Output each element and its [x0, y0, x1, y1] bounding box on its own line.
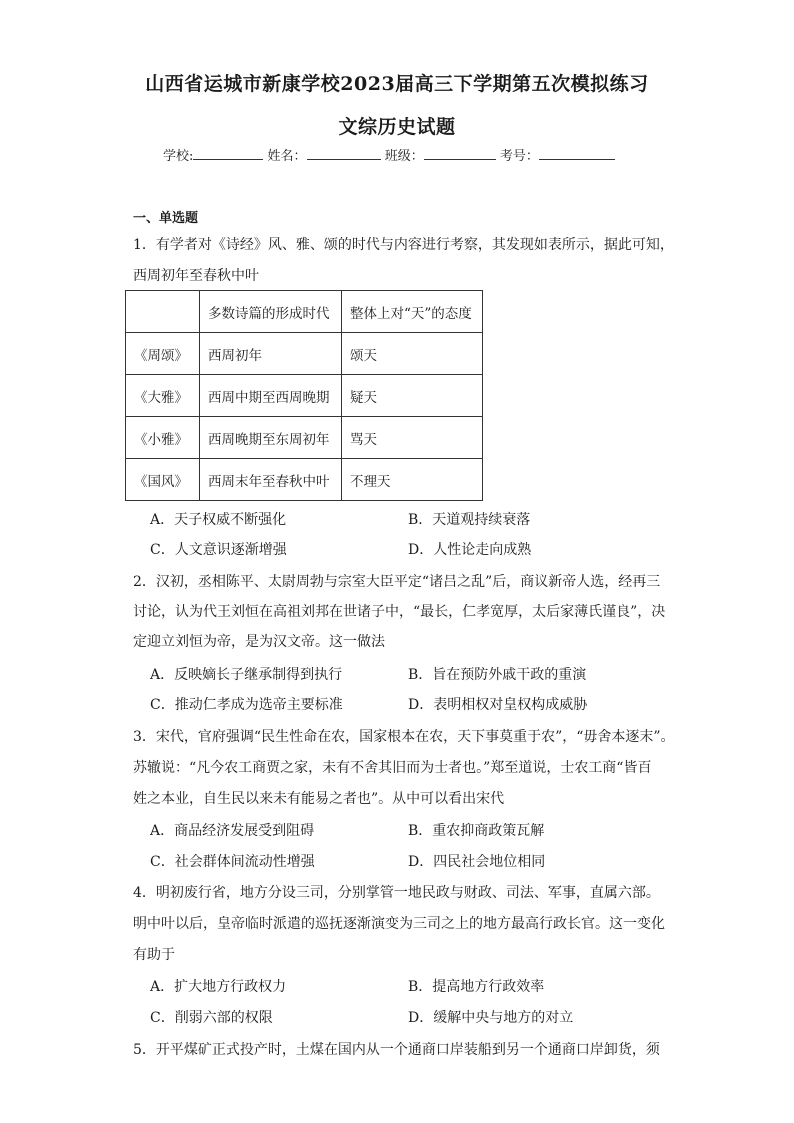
q1-option-b[interactable]: B．天道观持续衰落: [408, 512, 531, 528]
table-cell: 西周初年: [200, 333, 342, 375]
q1-line: 1．有学者对《诗经》风、雅、颂的时代与内容进行考察，其发现如表所示，据此可知，: [133, 237, 674, 253]
table-cell: [126, 291, 200, 333]
q3-option-d[interactable]: D．四民社会地位相同: [408, 854, 546, 870]
table-cell: 多数诗篇的形成时代: [200, 291, 342, 333]
exam-title-line1: 山西省运城市新康学校2023届高三下学期第五次模拟练习: [145, 73, 649, 95]
table-cell: 《国风》: [126, 459, 200, 501]
number-blank[interactable]: [539, 146, 615, 160]
table-row: [126, 375, 483, 417]
name-label: 姓名：: [267, 149, 307, 164]
q2-option-c[interactable]: C．推动仁孝成为选帝主要标准: [150, 697, 343, 713]
q4-line: 明中叶以后，皇帝临时派遣的巡抚逐渐演变为三司之上的地方最高行政长官。这一变化: [133, 916, 665, 932]
q4-option-b[interactable]: B．提高地方行政效率: [408, 979, 545, 995]
table-cell: 不理天: [342, 459, 483, 501]
name-blank[interactable]: [307, 146, 381, 160]
q2-option-b[interactable]: B．旨在预防外戚干政的重演: [408, 667, 587, 683]
table-cell: 《周颂》: [126, 333, 200, 375]
q3-option-c[interactable]: C．社会群体间流动性增强: [150, 854, 315, 870]
table-cell: 西周晚期至东周初年: [200, 417, 342, 459]
class-blank[interactable]: [424, 146, 496, 160]
q1-line: 西周初年至春秋中叶: [133, 268, 259, 284]
q2-option-a[interactable]: A．反映嫡长子继承制得到执行: [150, 667, 343, 683]
poetry-table: [125, 290, 483, 501]
table-cell: 疑天: [342, 375, 483, 417]
table-cell: 整体上对“天”的态度: [342, 291, 483, 333]
table-cell: 西周末年至春秋中叶: [200, 459, 342, 501]
q3-option-a[interactable]: A．商品经济发展受到阻碍: [150, 823, 315, 839]
q4-option-c[interactable]: C．削弱六部的权限: [150, 1010, 273, 1026]
q1-option-c[interactable]: C．人文意识逐渐增强: [150, 542, 287, 558]
school-blank[interactable]: [193, 146, 263, 160]
q1-option-d[interactable]: D．人性论走向成熟: [408, 542, 532, 558]
table-row: [126, 333, 483, 375]
q3-line: 3．宋代，官府强调“民生性命在农，国家根本在农，天下事莫重于农”，“毋舍本逐末”。: [133, 729, 675, 745]
school-label: 学校:: [163, 149, 194, 164]
class-label: 班级：: [384, 149, 424, 164]
student-info-row: [163, 145, 615, 164]
q4-option-d[interactable]: D．缓解中央与地方的对立: [408, 1010, 574, 1026]
q2-line: 定迎立刘恒为帝，是为汉文帝。这一做法: [133, 634, 385, 650]
table-cell: 西周中期至西周晚期: [200, 375, 342, 417]
section-title: 一、单选题: [133, 211, 199, 226]
q3-option-b[interactable]: B．重农抑商政策瓦解: [408, 823, 545, 839]
q2-line: 2．汉初，丞相陈平、太尉周勃与宗室大臣平定“诸吕之乱”后，商议新帝人选，经再三: [133, 574, 661, 590]
table-cell: 骂天: [342, 417, 483, 459]
q2-option-d[interactable]: D．表明相权对皇权构成威胁: [408, 697, 588, 713]
exam-title-line2: 文综历史试题: [338, 116, 456, 138]
q3-line: 姓之本业，自生民以来未有能易之者也”。从中可以看出宋代: [133, 791, 505, 807]
q4-line: 4．明初废行省，地方分设三司，分别掌管一地民政与财政、司法、军事，直属六部。: [133, 885, 660, 901]
q4-line: 有助于: [133, 947, 175, 963]
table-header-row: [126, 291, 483, 333]
table-row: [126, 417, 483, 459]
table-cell: 《大雅》: [126, 375, 200, 417]
q4-option-a[interactable]: A．扩大地方行政权力: [150, 979, 287, 995]
q5-line: 5．开平煤矿正式投产时，土煤在国内从一个通商口岸装船到另一个通商口岸卸货，须: [133, 1042, 660, 1058]
number-label: 考号：: [499, 149, 539, 164]
q2-line: 讨论，认为代王刘恒在高祖刘邦在世诸子中，“最长，仁孝宽厚，太后家薄氏谨良”，决: [133, 604, 666, 620]
table-row: [126, 459, 483, 501]
table-cell: 颂天: [342, 333, 483, 375]
q3-line: 苏辙说：“凡今农工商贾之家，未有不舍其旧而为士者也。”郑至道说，士农工商“皆百: [133, 760, 652, 776]
table-cell: 《小雅》: [126, 417, 200, 459]
q1-option-a[interactable]: A．天子权威不断强化: [150, 512, 287, 528]
